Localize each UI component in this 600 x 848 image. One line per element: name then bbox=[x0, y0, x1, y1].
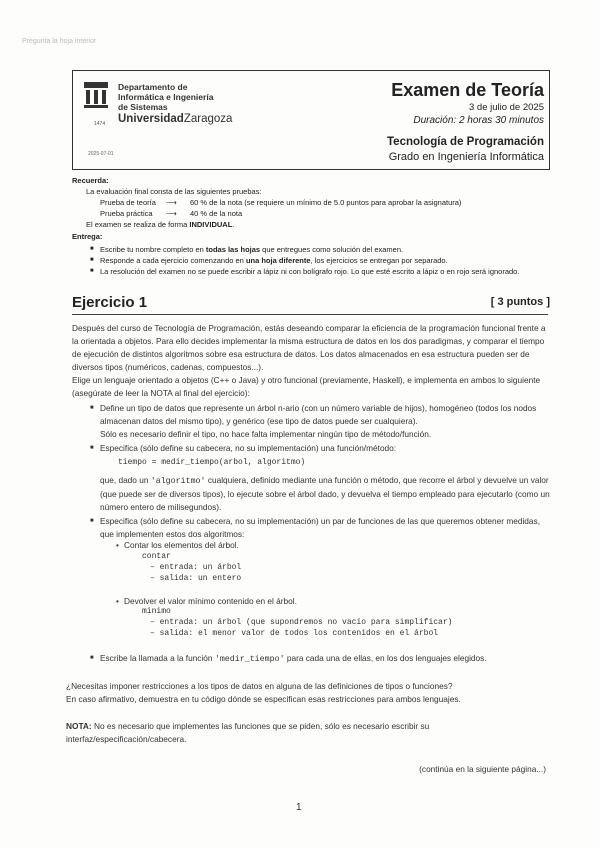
exercise-intro-paragraph: Después del curso de Tecnología de Programación, estás deseando comparar la eficiencia de la programación funcional frente a la orientada a objetos. Para ello decides implementar la misma estructura de datos en los dos paradigmas, y comparar el tiempo de ejecución de distintos algoritmos sobre esa estructura de datos. Los datos almacenados en esa estructura pueden ser de diversos tipos (numéricos, cadenas, compuestos...). bbox=[72, 323, 546, 372]
university-name: UniversidadZaragoza bbox=[118, 113, 233, 125]
university-logo-icon bbox=[82, 80, 110, 118]
degree-name: Grado en Ingeniería Informática bbox=[388, 151, 544, 163]
faint-header-note: Pregunta la hoja interior bbox=[22, 38, 97, 45]
exam-date: 3 de julio de 2025 bbox=[468, 102, 544, 113]
code-contar: contar – entrada: un árbol – salida: un entero bbox=[142, 552, 242, 583]
restrictions-question: ¿Necesitas imponer restricciones a los tipos de datos en alguna de las definiciones de tipos o funciones? En caso afirmativo, demuestra en tu código dónde se especifican esas restricciones para ambos lenguajes. bbox=[66, 681, 461, 704]
bullet-define-type: Define un tipo de datos que represente un árbol n-ario (con un número variable de hijos), homogéneo (todos los nodos almacenan datos del mismo tipo), y genérico (ese tipo de datos puede ser cualquiera). Sólo es necesario definir el tipo, no hace falta implementar ningún tipo de método/función. bbox=[100, 403, 537, 439]
recuerda-section: Recuerda: La evaluación final consta de las siguientes pruebas: Prueba de teoría ⟶ 60 % de la nota (se requiere un mínimo de 5.0 puntos para aprobar la asignatura) Prueba práctica ⟶ 40 % de la nota El examen se realiza de forma INDIVIDUAL. bbox=[72, 176, 462, 229]
exercise-note: NOTA: No es necesario que implementes las funciones que se piden, sólo es necesario escribir su interfaz/especificación/cabecera. bbox=[66, 721, 430, 744]
bullet-specify-function: Especifica (sólo define su cabecera, no su implementación) una función/método: bbox=[100, 443, 397, 453]
code-minimo: minimo – entrada: un árbol (que supondremos no vacío para simplificar) – salida: el menor valor de todos los contenidos en el árbol bbox=[142, 607, 453, 638]
entrega-section: Entrega: Escribe tu nombre completo en todas las hojas que entregues como solución del examen. Responde a cada ejercicio comenzando en una hoja diferente, los ejercicios se entregan por separado. La resolución del examen no se puede escribir a lápiz ni con bolígrafo rojo. Lo que esté escrito a lápiz o en rojo será ignorado. bbox=[72, 232, 520, 276]
section-divider bbox=[72, 314, 548, 315]
sub-item-minimo: • Devolver el valor mínimo contenido en el árbol. bbox=[116, 596, 297, 606]
exercise-language-paragraph: Elige un lenguaje orientado a objetos (C++ o Java) y otro funcional (previamente, Haskell), e implementa en ambos lo siguiente (asegúrate de leer la NOTA al final del ejercicio): bbox=[72, 375, 541, 398]
algorithm-description: que, dado un 'algoritmo' cualquiera, definido mediante una función o método, que recorre el árbol y devuelve un valor (que puede ser de diversos tipos), lo ejecute sobre el árbol dado, y devuelva el tiempo empleado para ejecutarlo (como un número entero de milisegundos). bbox=[100, 475, 550, 512]
document-code: 2025-07-01 bbox=[88, 151, 114, 157]
bullet-call-medir-tiempo: Escribe la llamada a la función 'medir_tiempo' para cada una de ellas, en los dos lenguajes elegidos. bbox=[100, 653, 487, 664]
page-number: 1 bbox=[296, 802, 302, 813]
code-medir-tiempo: tiempo = medir_tiempo(arbol, algoritmo) bbox=[118, 458, 306, 467]
bullet-specify-pair: Especifica (sólo define su cabecera, no su implementación) un par de funciones de las que queremos obtener medidas, que implementen estos dos algoritmos: bbox=[100, 516, 540, 539]
department-name: Departamento de Informática e Ingeniería de Sistemas bbox=[118, 82, 214, 112]
founding-year: 1474 bbox=[94, 121, 106, 127]
sub-item-contar: • Contar los elementos del árbol. bbox=[116, 540, 239, 550]
exercise-title: Ejercicio 1 bbox=[72, 294, 148, 311]
exam-title: Examen de Teoría bbox=[391, 80, 544, 100]
exercise-points: [ 3 puntos ] bbox=[490, 296, 550, 308]
continue-note: (continúa en la siguiente página...) bbox=[419, 764, 546, 774]
subject-name: Tecnología de Programación bbox=[387, 136, 544, 148]
exam-duration: Duración: 2 horas 30 minutos bbox=[413, 115, 544, 126]
